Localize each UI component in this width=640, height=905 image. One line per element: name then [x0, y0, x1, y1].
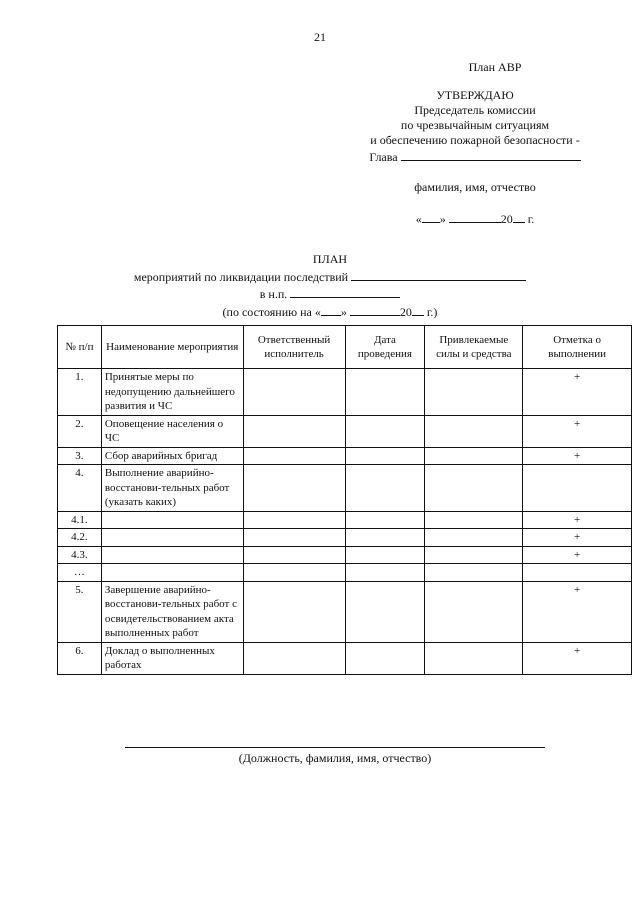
state-day-blank: [321, 303, 341, 316]
table-row: [58, 529, 632, 547]
state-prefix: (по состоянию на «: [222, 304, 321, 319]
cell-number: 3.: [58, 447, 102, 465]
state-year: 20: [399, 304, 412, 319]
table-row: [58, 564, 632, 582]
cell-responsible: [243, 581, 345, 642]
approval-line-2: по чрезвычайным ситуациям: [400, 118, 550, 132]
cell-name: Завершение аварийно-восстанови-тельных работ с освидетельствованием акта выполненных работ: [101, 581, 243, 642]
col-header-responsible: Ответственный исполнитель: [243, 326, 345, 369]
col-header-number: № п/п: [58, 326, 102, 369]
plan-subtitle: мероприятий по ликвидации последствий: [133, 269, 349, 284]
approval-fio: фамилия, имя, отчество: [414, 180, 536, 194]
plan-title: ПЛАН: [312, 252, 348, 266]
approval-head-line: [340, 148, 610, 165]
approval-block: [340, 88, 610, 227]
cell-number: 4.2.: [58, 529, 102, 547]
cell-number: 6.: [58, 642, 102, 674]
cell-forces: [425, 529, 523, 547]
approval-line-1: Председатель комиссии: [414, 103, 536, 117]
cell-date: [345, 447, 425, 465]
date-year: 20: [500, 212, 513, 226]
date-end: г.: [527, 212, 535, 226]
cell-name: Оповещение населения о ЧС: [101, 415, 243, 447]
year-blank: [513, 210, 525, 223]
cell-number: 1.: [58, 369, 102, 416]
approval-title: УТВЕРЖДАЮ: [436, 88, 514, 102]
state-month-blank: [350, 303, 400, 316]
signature-line: [125, 747, 545, 748]
cell-date: [345, 642, 425, 674]
cell-name: [101, 529, 243, 547]
signature-caption: (Должность, фамилия, имя, отчество): [238, 751, 432, 765]
cell-mark: +: [523, 546, 632, 564]
plan-locality-line: [100, 285, 560, 303]
head-name-blank: [401, 148, 581, 161]
table-row: [58, 546, 632, 564]
cell-mark: +: [523, 642, 632, 674]
col-header-date: Дата проведения: [345, 326, 425, 369]
cell-date: [345, 415, 425, 447]
cell-mark: [523, 465, 632, 512]
cell-name: [101, 564, 243, 582]
cell-forces: [425, 564, 523, 582]
table-row: [58, 511, 632, 529]
cell-forces: [425, 465, 523, 512]
cell-responsible: [243, 465, 345, 512]
cell-date: [345, 465, 425, 512]
approval-line-3: и обеспечению пожарной безопасности -: [370, 133, 580, 147]
cell-name: Доклад о выполненных работах: [101, 642, 243, 674]
locality-blank: [290, 285, 400, 298]
cell-mark: +: [523, 415, 632, 447]
plan-code: План АВР: [468, 60, 522, 74]
col-header-mark: Отметка о выполнении: [523, 326, 632, 369]
cell-forces: [425, 581, 523, 642]
state-end: г.): [426, 304, 438, 319]
cell-number: …: [58, 564, 102, 582]
cell-name: Принятые меры по недопущению дальнейшего развития и ЧС: [101, 369, 243, 416]
cell-responsible: [243, 642, 345, 674]
day-blank: [422, 210, 440, 223]
state-year-blank: [412, 303, 424, 316]
plan-state-line: [100, 303, 560, 321]
state-mid: »: [340, 304, 347, 319]
cell-date: [345, 511, 425, 529]
table-row: [58, 369, 632, 416]
cell-date: [345, 529, 425, 547]
plan-subtitle-line: [100, 268, 560, 286]
cell-responsible: [243, 564, 345, 582]
consequences-blank: [351, 268, 526, 281]
cell-forces: [425, 511, 523, 529]
cell-forces: [425, 546, 523, 564]
cell-date: [345, 546, 425, 564]
cell-forces: [425, 415, 523, 447]
col-header-name: Наименование мероприятия: [101, 326, 243, 369]
date-close-quote: »: [439, 212, 446, 226]
cell-responsible: [243, 369, 345, 416]
plan-locality: в н.п.: [259, 287, 288, 301]
cell-mark: +: [523, 581, 632, 642]
cell-number: 4.1.: [58, 511, 102, 529]
cell-number: 5.: [58, 581, 102, 642]
date-open-quote: «: [415, 212, 422, 226]
cell-number: 4.: [58, 465, 102, 512]
cell-responsible: [243, 415, 345, 447]
cell-responsible: [243, 546, 345, 564]
cell-date: [345, 581, 425, 642]
cell-forces: [425, 369, 523, 416]
cell-name: [101, 511, 243, 529]
cell-mark: +: [523, 529, 632, 547]
table-row: [58, 465, 632, 512]
cell-forces: [425, 642, 523, 674]
cell-name: Выполнение аварийно-восстанови-тельных работ (указать каких): [101, 465, 243, 512]
plan-table: [57, 325, 632, 675]
approval-date: [340, 210, 610, 227]
approval-head-label: Глава: [369, 150, 398, 164]
cell-date: [345, 564, 425, 582]
table-row: [58, 415, 632, 447]
table-header-row: [58, 326, 632, 369]
cell-mark: +: [523, 369, 632, 416]
table-row: [58, 581, 632, 642]
page-number: 21: [314, 30, 326, 44]
month-blank: [449, 210, 501, 223]
cell-responsible: [243, 511, 345, 529]
cell-number: 4.3.: [58, 546, 102, 564]
cell-responsible: [243, 447, 345, 465]
plan-heading: [100, 252, 560, 320]
cell-mark: [523, 564, 632, 582]
table-row: [58, 447, 632, 465]
cell-number: 2.: [58, 415, 102, 447]
table-row: [58, 642, 632, 674]
cell-name: [101, 546, 243, 564]
cell-name: Сбор аварийных бригад: [101, 447, 243, 465]
col-header-forces: Привлекаемые силы и средства: [425, 326, 523, 369]
cell-responsible: [243, 529, 345, 547]
cell-mark: +: [523, 447, 632, 465]
cell-forces: [425, 447, 523, 465]
cell-mark: +: [523, 511, 632, 529]
cell-date: [345, 369, 425, 416]
